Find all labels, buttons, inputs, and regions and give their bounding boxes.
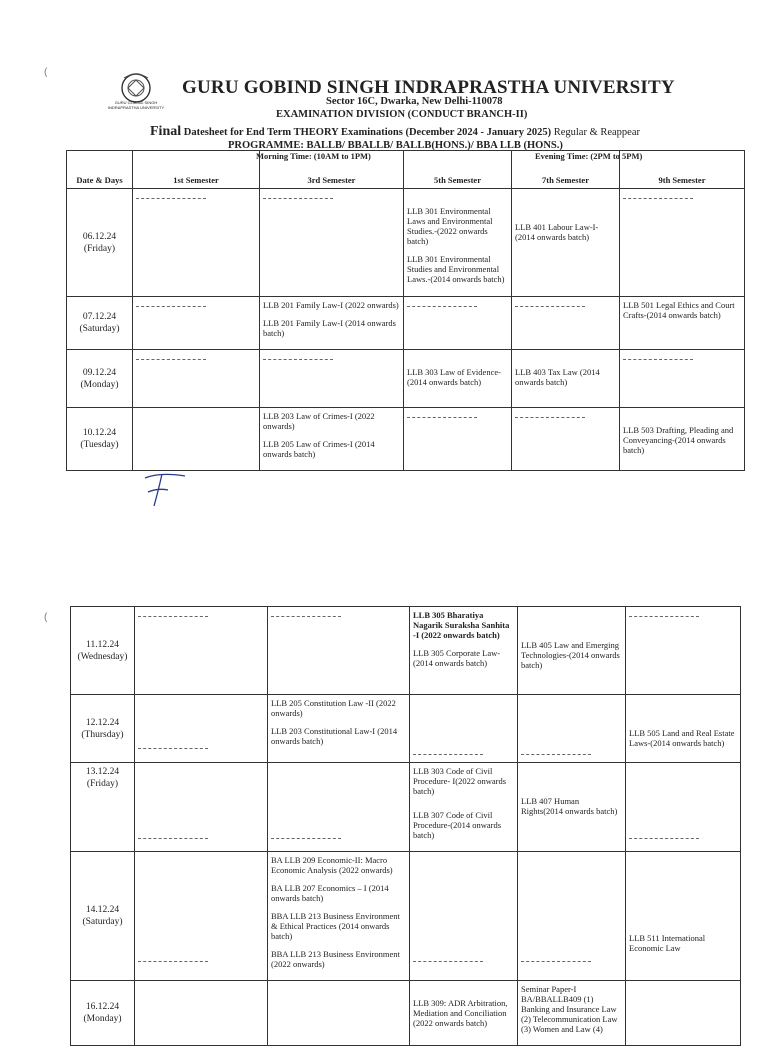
- sem5-cell: LLB 303 Law of Evidence-(2014 onwards batch): [404, 350, 512, 408]
- sem5-cell: [404, 408, 512, 471]
- date-cell: 07.12.24 (Saturday): [67, 297, 133, 350]
- sem9-cell: [626, 981, 741, 1046]
- sem1-header: Morning Time: (10AM to 1PM) 1st Semester: [133, 151, 260, 189]
- sem9-cell: [626, 607, 741, 695]
- logo-caption: GURU GOBIND SINGH INDRAPRASTHA UNIVERSITY: [107, 100, 165, 110]
- sem9-cell: LLB 501 Legal Ethics and Court Crafts-(2014 onwards batch): [620, 297, 745, 350]
- sem3-cell: [268, 763, 410, 852]
- table-row: [67, 297, 745, 350]
- date-cell: 11.12.24 (Wednesday): [71, 607, 135, 695]
- university-name: GURU GOBIND SINGH INDRAPRASTHA UNIVERSITY: [182, 77, 675, 98]
- sem7-cell: [518, 695, 626, 763]
- sem9-cell: [626, 763, 741, 852]
- sem3-cell: [260, 189, 404, 297]
- table-header-row: [67, 151, 745, 189]
- datesheet-table-page2: [70, 606, 741, 1046]
- university-logo: [108, 70, 164, 126]
- table-row: [71, 981, 741, 1046]
- date-cell: 09.12.24 (Monday): [67, 350, 133, 408]
- sem1-cell: [135, 695, 268, 763]
- date-cell: 12.12.24 (Thursday): [71, 695, 135, 763]
- date-cell: 14.12.24 (Saturday): [71, 852, 135, 981]
- sem3-header: 3rd Semester: [260, 151, 404, 189]
- datesheet-title-line: [150, 124, 640, 140]
- sem9-cell: LLB 505 Land and Real Estate Laws-(2014 onwards batch): [626, 695, 741, 763]
- sem3-cell: BA LLB 209 Economic-II: Macro Economic Analysis (2022 onwards) BA LLB 207 Economics – I (2014 onwards batch) BBA LLB 213 Business Environment & Ethical Practices (2014 onwards batch) BBA LLB 213 Business Environment (2022 onwards): [268, 852, 410, 981]
- sem9-cell: LLB 503 Drafting, Pleading and Conveyancing-(2014 onwards batch): [620, 408, 745, 471]
- sem1-cell: [133, 408, 260, 471]
- sem3-cell: LLB 201 Family Law-I (2022 onwards) LLB 201 Family Law-I (2014 onwards batch): [260, 297, 404, 350]
- date-cell: 10.12.24 (Tuesday): [67, 408, 133, 471]
- date-cell: 16.12.24 (Monday): [71, 981, 135, 1046]
- date-cell: 13.12.24 (Friday): [71, 763, 135, 852]
- table-row: [67, 350, 745, 408]
- table-row: [67, 189, 745, 297]
- table-row: [71, 695, 741, 763]
- sem7-cell: LLB 407 Human Rights(2014 onwards batch): [518, 763, 626, 852]
- sem9-cell: LLB 511 International Economic Law: [626, 852, 741, 981]
- sem5-cell: LLB 309: ADR Arbitration, Mediation and Conciliation (2022 onwards batch): [410, 981, 518, 1046]
- margin-mark: (: [44, 612, 48, 623]
- sem5-cell: LLB 301 Environmental Laws and Environmental Studies.-(2022 onwards batch) LLB 301 Environmental Studies and Environmental Laws.-(2014 onwards batch): [404, 189, 512, 297]
- sem3-cell: [268, 607, 410, 695]
- sem1-cell: [135, 607, 268, 695]
- sem7-header: Evening Time: (2PM to 5PM) 7th Semester: [512, 151, 620, 189]
- table-row: [71, 607, 741, 695]
- table-row: [71, 763, 741, 852]
- sem5-cell: [410, 852, 518, 981]
- datesheet-table-page1: [66, 150, 745, 471]
- sem1-cell: [133, 189, 260, 297]
- final-label: Final: [150, 124, 182, 139]
- sem7-cell: LLB 405 Law and Emerging Technologies-(2014 onwards batch): [518, 607, 626, 695]
- sem9-header: 9th Semester: [620, 151, 745, 189]
- sem1-cell: [135, 763, 268, 852]
- sem3-cell: [260, 350, 404, 408]
- date-cell: 06.12.24 (Friday): [67, 189, 133, 297]
- sem5-cell: [410, 695, 518, 763]
- datesheet-title: Datesheet for End Term THEORY Examinations (December 2024 - January 2025): [183, 127, 552, 138]
- table-row: [67, 408, 745, 471]
- sem1-cell: [135, 852, 268, 981]
- sem7-cell: LLB 403 Tax Law (2014 onwards batch): [512, 350, 620, 408]
- sem7-cell: [512, 297, 620, 350]
- sem1-cell: [133, 350, 260, 408]
- sem3-cell: LLB 205 Constitution Law -II (2022 onwards) LLB 203 Constitutional Law-I (2014 onwards batch): [268, 695, 410, 763]
- sem1-cell: [135, 981, 268, 1046]
- university-address: Sector 16C, Dwarka, New Delhi-110078: [326, 96, 503, 107]
- sem7-cell: Seminar Paper-I BA/BBALLB409 (1) Banking and Insurance Law (2) Telecommunication Law (3) Women and Law (4): [518, 981, 626, 1046]
- sem7-cell: [512, 408, 620, 471]
- sem7-cell: LLB 401 Labour Law-I-(2014 onwards batch): [512, 189, 620, 297]
- regular-reappear-label: Regular & Reappear: [553, 127, 640, 138]
- sem9-cell: [620, 350, 745, 408]
- sem3-cell: LLB 203 Law of Crimes-I (2022 onwards) LLB 205 Law of Crimes-I (2014 onwards batch): [260, 408, 404, 471]
- sem5-header: 5th Semester: [404, 151, 512, 189]
- sem3-cell: [268, 981, 410, 1046]
- margin-mark: (: [44, 67, 48, 78]
- sem9-cell: [620, 189, 745, 297]
- programme-title: PROGRAMME: BALLB/ BBALLB/ BALLB(HONS.)/ BBA LLB (HONS.): [228, 140, 563, 151]
- sem1-cell: [133, 297, 260, 350]
- sem5-cell: [404, 297, 512, 350]
- date-days-header: Date & Days: [67, 151, 133, 189]
- examination-division: EXAMINATION DIVISION (CONDUCT BRANCH-II): [276, 109, 528, 120]
- sem7-cell: [518, 852, 626, 981]
- signature-mark: [140, 470, 190, 510]
- sem5-cell: LLB 305 Bharatiya Nagarik Suraksha Sanhita -I (2022 onwards batch) LLB 305 Corporate Law-(2014 onwards batch): [410, 607, 518, 695]
- sem5-cell: LLB 303 Code of Civil Procedure- I(2022 onwards batch) LLB 307 Code of Civil Procedure-(2014 onwards batch): [410, 763, 518, 852]
- table-row: [71, 852, 741, 981]
